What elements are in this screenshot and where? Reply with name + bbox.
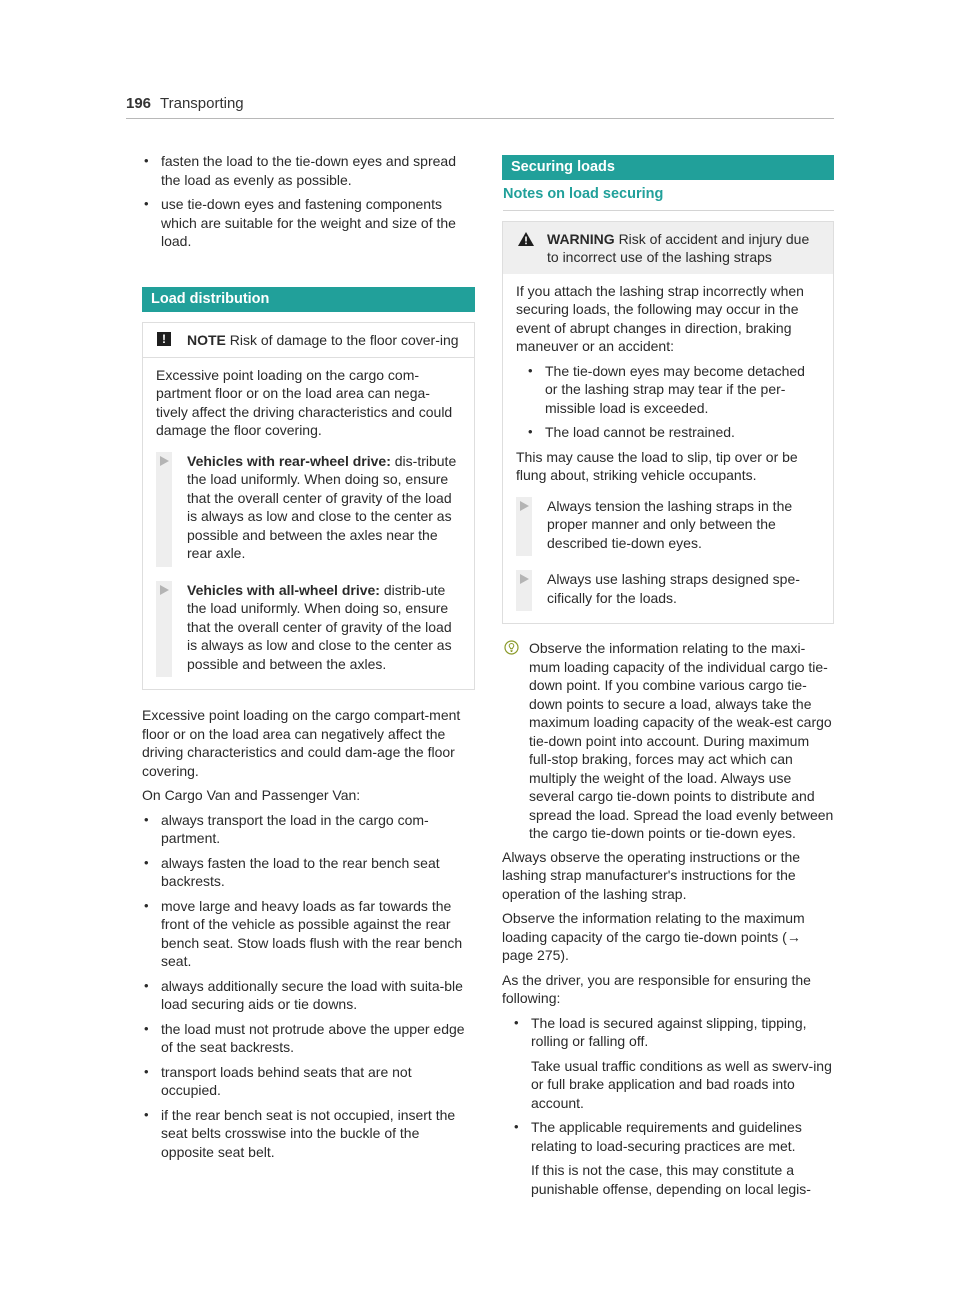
list-item: • the load must not protrude above the upper edge of the seat backrests.	[142, 1020, 475, 1057]
step-text: Always use lashing straps designed spe-cifically for the loads.	[547, 571, 800, 606]
warning-title: Risk of accident and injury due to incorrect use of the lashing straps	[547, 230, 810, 265]
note-box	[142, 322, 475, 691]
list-item-text: The applicable requirements and guidelines relating to load-securing practices are met.	[531, 1119, 802, 1154]
note-label: NOTE	[187, 331, 226, 348]
info-note	[502, 639, 834, 843]
list-item: • always fasten the load to the rear bench seat backrests.	[142, 854, 475, 891]
page-number: 196	[126, 95, 152, 112]
warning-body	[503, 274, 833, 624]
list-item: • if the rear bench seat is not occupied, insert the seat belts crosswise into the buckle of the opposite seat belt.	[142, 1106, 475, 1162]
load-distribution-heading: Load distribution	[142, 287, 475, 312]
left-column	[142, 152, 475, 1167]
play-arrow-icon	[160, 456, 169, 466]
paragraph: Observe the information relating to the maximum loading capacity of the cargo tie-down points (→ page 275).	[502, 910, 805, 963]
warning-text: If you attach the lashing strap incorrectly when securing loads, the following may occur in the event of abrupt changes in direction, braking maneuver or an accident:	[516, 282, 804, 354]
list-item-subtext: Take usual traffic conditions as well as swerv-ing or full brake application and bad roads into account.	[531, 1057, 832, 1111]
list-item: • use tie-down eyes and fastening components which are suitable for the weight and size of the load.	[142, 195, 475, 251]
lightbulb-icon	[504, 640, 519, 655]
list-item: • move large and heavy loads as far towards the front of the vehicle as possible against the rear bench seat. Stow loads flush with the rear bench seat.	[142, 897, 475, 971]
note-text: Excessive point loading on the cargo com-partment floor or on the load area can nega-tively affect the driving characteristics and could damage the floor covering.	[156, 366, 453, 438]
instruction-step	[156, 452, 461, 563]
step-text: dis-tribute the load uniformly. When doing so, ensure that the overall center of gravity of the load is always as low and close to the center as possible and between the axles near the rear axle.	[187, 452, 457, 561]
list-item-text: The load is secured against slipping, tipping, rolling or falling off.	[531, 1014, 807, 1049]
notes-subheading: Notes on load securing	[503, 185, 834, 211]
warning-box	[502, 221, 834, 625]
step-stripe	[156, 581, 172, 678]
paragraph: Always observe the operating instructions or the lashing strap manufacturer's instructions for the operation of the lashing strap.	[502, 848, 801, 902]
list-item	[512, 1014, 834, 1113]
step-stripe	[156, 452, 172, 567]
note-body	[143, 357, 474, 690]
warning-header	[503, 222, 833, 274]
list-item	[512, 1118, 834, 1198]
list-item: • always transport the load in the cargo com-partment.	[142, 811, 475, 848]
step-text: distrib-ute the load uniformly. When doing so, ensure that the overall center of gravity of the load is always as low and close to the center as possible and between the axles.	[187, 581, 452, 672]
play-arrow-icon	[520, 574, 529, 584]
list-item: • The load cannot be restrained.	[526, 423, 820, 442]
note-header	[143, 323, 474, 357]
responsibility-list	[502, 1014, 834, 1199]
paragraph: On Cargo Van and Passenger Van:	[142, 787, 361, 803]
page-header	[126, 92, 834, 119]
cargo-van-list	[142, 811, 475, 1162]
step-label: Vehicles with all-wheel drive:	[187, 581, 380, 598]
warning-text: This may cause the load to slip, tip over or be flung about, striking vehicle occupants.	[516, 448, 798, 483]
paragraph: Excessive point loading on the cargo compart-ment floor or on the load area can negatively affect the driving characteristics and could dam-age the floor covering.	[142, 707, 461, 779]
intro-list	[142, 152, 475, 251]
instruction-step	[156, 581, 461, 674]
list-item: • The tie-down eyes may become detached or the lashing strap may tear if the per-missible load is exceeded.	[526, 362, 820, 418]
exclamation-square-icon: !	[157, 332, 171, 346]
list-item: • transport loads behind seats that are not occupied.	[142, 1063, 475, 1100]
play-arrow-icon	[520, 501, 529, 511]
list-item: • fasten the load to the tie-down eyes and spread the load as evenly as possible.	[142, 152, 475, 189]
securing-loads-heading: Securing loads	[502, 155, 834, 180]
step-text: Always tension the lashing straps in the proper manner and only between the described tie-down eyes.	[547, 497, 793, 551]
warning-label: WARNING	[547, 230, 615, 247]
step-label: Vehicles with rear-wheel drive:	[187, 452, 391, 469]
info-text: Observe the information relating to the maxi-mum loading capacity of the individual cargo tie-down point. If you combine various cargo tie-down points to secure a load, always take the maximum loading capacity of the weak-est cargo tie-down point into account. During maximum full-stop braking, forces may act which can multiply the weight of the load. Always use several cargo tie-down points to distribute and spread the load. Spread the load evenly between the cargo tie-down points or tie-down eyes.	[529, 640, 834, 841]
note-title: Risk of damage to the floor cover-ing	[229, 331, 459, 348]
warning-list	[516, 362, 820, 442]
list-item: • always additionally secure the load with suita-ble load securing aids or tie downs.	[142, 977, 475, 1014]
instruction-step	[516, 497, 820, 553]
section-title: Transporting	[160, 95, 244, 112]
instruction-step	[516, 570, 820, 607]
list-item-subtext: If this is not the case, this may constitute a punishable offense, depending on local legis-	[531, 1162, 811, 1197]
paragraph: As the driver, you are responsible for ensuring the following:	[502, 971, 811, 1006]
play-arrow-icon	[160, 585, 169, 595]
warning-triangle-icon	[517, 231, 535, 247]
right-column	[502, 155, 834, 1204]
